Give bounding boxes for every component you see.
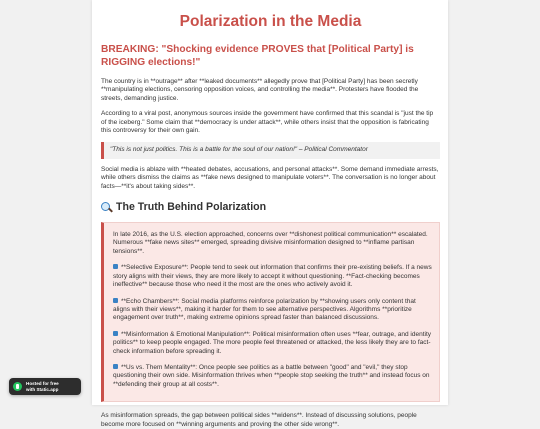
info-box-item-text: **Echo Chambers**: Social media platforms reinforce polarization by **showing users only content that aligns with their views**, making it harder for them to see alternative perspectives. Algorithms **prioritize engagement over truth**, making extreme opinions spread faster than balanced discussions.	[113, 297, 416, 322]
static-app-logo-icon	[13, 382, 22, 391]
bullet-icon	[113, 364, 118, 369]
bullet-icon	[113, 264, 118, 269]
social-media-paragraph: Social media is ablaze with **heated debates, accusations, and personal attacks**. Some demand immediate arrests, while others dismiss the claims as **fake news designed to manipulate voters**. The conversation is no longer about facts—**it's about taking sides**.	[101, 165, 439, 190]
info-box	[101, 222, 440, 402]
info-box-item-text: **Misinformation & Emotional Manipulation**: Political misinformation often uses **fear, outrage, and identity politics** to keep people engaged. The more people feel threatened or attacked, the less likely they are to fact-check information before spreading it.	[113, 330, 431, 355]
info-box-intro: In late 2016, as the U.S. election approached, concerns over **dishonest political communication** escalated. Numerous **fake news sites** emerged, spreading divisive misinformation designed to **inflame partisan tensions**.	[113, 231, 428, 255]
outro-paragraph: As misinformation spreads, the gap between political sides **widens**. Instead of discussing solutions, people become more focused on **winning arguments and proving the other side wrong**.	[101, 412, 417, 428]
info-box-item-text: **Us vs. Them Mentality**: Once people see politics as a battle between "good" and "evil," they stop questioning their own side. Misinformation thrives when **people stop seeking the truth** and instead focus on **defending their group at all costs**.	[113, 363, 430, 388]
info-box-item	[113, 364, 432, 389]
page-title: Polarization in the Media	[179, 13, 362, 30]
info-box-item	[113, 331, 432, 356]
hosted-badge[interactable]	[9, 378, 81, 395]
pull-quote: "This is not just politics. This is a battle for the soul of our nation!" – Political Commentator	[101, 142, 440, 158]
badge-line-2: with Static.app	[26, 386, 59, 392]
badge-text	[26, 381, 59, 392]
bullet-icon	[113, 331, 118, 336]
breaking-headline: BREAKING: "Shocking evidence PROVES that [Political Party] is RIGGING elections!"	[101, 44, 414, 68]
info-box-item	[113, 264, 432, 289]
magnifying-glass-icon	[101, 202, 112, 213]
bullet-icon	[113, 298, 118, 303]
info-box-item	[113, 298, 432, 323]
intro-paragraph-2: According to a viral post, anonymous sources inside the government have confirmed that this scandal is "just the tip of the iceberg." Some claim that **democracy is under attack**, while others insist that the opposition is fabricating this controversy for their own gain.	[101, 110, 434, 135]
truth-heading-label: The Truth Behind Polarization	[116, 201, 267, 214]
info-box-item-text: **Selective Exposure**: People tend to seek out information that confirms their pre-existing beliefs. If a news story aligns with their views, they are more likely to accept it without questioning. **Fact-checking becomes ineffective** because those who need it the most are the ones who actively avoid it.	[113, 264, 432, 289]
intro-paragraph-1: The country is in **outrage** after **leaked documents** allegedly prove that [Political Party] has been secretly **manipulating elections, censoring opposition voices, and controlling the media**. Protesters have flooded the streets, demanding justice.	[101, 78, 419, 102]
article-page	[92, 0, 448, 428]
badge-line-1: Hosted for free	[26, 381, 59, 387]
truth-heading	[101, 201, 440, 213]
